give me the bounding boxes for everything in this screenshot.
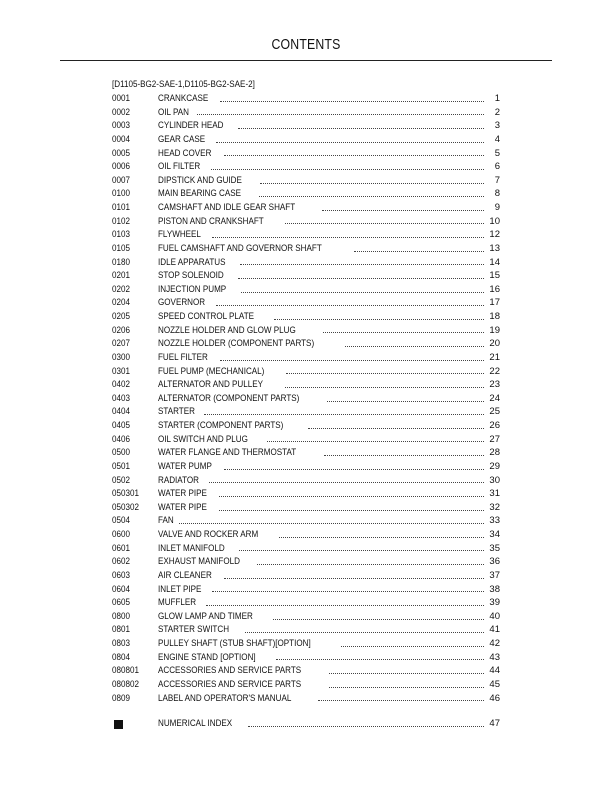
entry-label: INJECTION PUMP	[158, 283, 229, 297]
toc-entry[interactable]	[112, 215, 500, 229]
entry-code: 0504	[112, 515, 130, 527]
toc-entry[interactable]	[112, 337, 500, 351]
toc-entry[interactable]	[112, 310, 500, 324]
entry-page: 40	[489, 610, 500, 622]
entry-code: 0603	[112, 569, 130, 581]
entry-code: 0004	[112, 133, 130, 145]
entry-code: 0801	[112, 624, 130, 636]
entry-code: 0500	[112, 447, 130, 459]
entry-page: 22	[489, 365, 500, 377]
title-divider	[60, 60, 552, 61]
dot-leader	[341, 645, 484, 647]
dot-leader	[220, 359, 484, 361]
entry-label: OIL SWITCH AND PLUG	[158, 433, 250, 447]
entry-code: 0207	[112, 338, 130, 350]
entry-label: AIR CLEANER	[158, 569, 214, 583]
entry-page: 26	[489, 420, 500, 431]
entry-label: FAN	[158, 514, 176, 528]
entry-code: 0005	[112, 147, 130, 159]
entry-code: 0002	[112, 106, 130, 118]
toc-entry[interactable]	[112, 228, 500, 242]
entry-page: 3	[494, 120, 500, 132]
dot-leader	[286, 372, 484, 374]
entry-code: 0300	[112, 351, 130, 363]
entry-label: GOVERNOR	[158, 296, 208, 310]
entry-label: STARTER	[158, 405, 197, 419]
dot-leader	[179, 522, 484, 524]
entry-code: 0205	[112, 311, 130, 322]
entry-page: 38	[489, 583, 500, 595]
entry-page: 43	[489, 651, 500, 663]
dot-leader	[224, 154, 484, 156]
entry-page: 35	[489, 542, 500, 554]
toc-entry[interactable]	[112, 460, 500, 474]
entry-page: 15	[489, 270, 500, 282]
entry-label: WATER PIPE	[158, 501, 209, 515]
entry-page: 31	[489, 488, 500, 500]
entry-page: 8	[494, 188, 500, 200]
entry-code: 0206	[112, 324, 130, 336]
entry-page: 13	[489, 242, 500, 254]
toc-entry[interactable]	[112, 119, 500, 133]
entry-label: ENGINE STAND [OPTION]	[158, 651, 258, 665]
entry-code: 0403	[112, 392, 130, 404]
entry-code: 0803	[112, 638, 130, 649]
toc-entry[interactable]	[112, 623, 500, 637]
toc-entry[interactable]	[112, 637, 500, 651]
entry-label: VALVE AND ROCKER ARM	[158, 528, 261, 542]
entry-label: CYLINDER HEAD	[158, 119, 226, 133]
entry-page: 6	[494, 161, 500, 173]
dot-leader	[224, 468, 484, 470]
entry-page: 9	[494, 202, 500, 213]
entry-page: 45	[489, 678, 500, 690]
entry-label: FUEL CAMSHAFT AND GOVERNOR SHAFT	[158, 242, 324, 256]
entry-label: WATER PIPE	[158, 487, 209, 501]
entry-page: 10	[489, 215, 500, 227]
model-list: [D1105-BG2-SAE-1,D1105-BG2-SAE-2]	[112, 79, 255, 90]
dot-leader	[245, 631, 484, 633]
dot-leader	[285, 386, 484, 388]
entry-page: 21	[489, 351, 500, 363]
toc-entry[interactable]	[112, 187, 500, 201]
entry-code: 0001	[112, 93, 130, 104]
entry-label: MUFFLER	[158, 596, 199, 610]
entry-label: STARTER (COMPONENT PARTS)	[158, 419, 286, 433]
entry-page: 16	[489, 283, 500, 295]
entry-label: CAMSHAFT AND IDLE GEAR SHAFT	[158, 201, 298, 215]
dot-leader	[238, 277, 484, 279]
entry-code: 0102	[112, 215, 130, 227]
dot-leader	[241, 291, 484, 293]
toc-entry[interactable]	[112, 501, 500, 515]
entry-page: 5	[494, 147, 500, 159]
dot-leader	[274, 318, 484, 320]
dot-leader	[322, 209, 484, 211]
dot-leader	[219, 509, 484, 511]
entry-page: 32	[489, 501, 500, 513]
dot-leader	[276, 658, 484, 660]
entry-code: 0604	[112, 583, 130, 595]
entry-label: MAIN BEARING CASE	[158, 187, 244, 201]
entry-page: 33	[489, 515, 500, 527]
dot-leader	[327, 400, 484, 402]
entry-label: ACCESSORIES AND SERVICE PARTS	[158, 678, 304, 692]
entry-label: INLET MANIFOLD	[158, 542, 227, 556]
entry-code: 0100	[112, 188, 130, 200]
dot-leader	[238, 127, 484, 129]
dot-leader	[279, 536, 484, 538]
toc-entry[interactable]	[112, 487, 500, 501]
entry-code: 0003	[112, 120, 130, 132]
entry-label: PISTON AND CRANKSHAFT	[158, 215, 266, 229]
dot-leader	[216, 304, 484, 306]
entry-label: OIL PAN	[158, 106, 192, 120]
entry-page: 37	[489, 569, 500, 581]
toc-entry[interactable]	[112, 664, 500, 678]
entry-page: 18	[489, 311, 500, 322]
entry-label: LABEL AND OPERATOR'S MANUAL	[158, 692, 294, 706]
toc-entry[interactable]	[112, 174, 500, 188]
entry-label: PULLEY SHAFT (STUB SHAFT)[OPTION]	[158, 637, 313, 651]
dot-leader	[257, 563, 484, 565]
entry-code: 0605	[112, 597, 130, 609]
toc-entry[interactable]	[112, 474, 500, 488]
entry-label: NUMERICAL INDEX	[158, 717, 235, 731]
toc-entry[interactable]	[112, 542, 500, 556]
entry-label: OIL FILTER	[158, 160, 203, 174]
toc-entry[interactable]	[112, 419, 500, 433]
entry-page: 44	[489, 665, 500, 677]
toc-entry[interactable]	[112, 133, 500, 147]
toc-entry[interactable]	[112, 242, 500, 256]
dot-leader	[329, 672, 484, 674]
toc-entry[interactable]	[112, 324, 500, 338]
entry-label: HEAD COVER	[158, 147, 214, 161]
dot-leader	[211, 168, 484, 170]
entry-code: 0201	[112, 270, 130, 282]
entry-label: CRANKCASE	[158, 92, 211, 106]
toc-entry[interactable]	[112, 269, 500, 283]
entry-code: 0007	[112, 174, 130, 186]
entry-page: 2	[494, 106, 500, 118]
entry-code: 0006	[112, 161, 130, 173]
dot-leader	[273, 618, 484, 620]
entry-label: FUEL FILTER	[158, 351, 210, 365]
entry-label: ACCESSORIES AND SERVICE PARTS	[158, 664, 304, 678]
toc-entry[interactable]	[112, 378, 500, 392]
dot-leader	[354, 250, 484, 252]
dot-leader	[260, 182, 484, 184]
entry-label: FLYWHEEL	[158, 228, 203, 242]
entry-code: 0502	[112, 474, 130, 486]
dot-leader	[209, 481, 484, 483]
entry-page: 19	[489, 324, 500, 336]
toc-entry[interactable]	[112, 692, 500, 706]
dot-leader	[267, 440, 484, 442]
toc-entry[interactable]	[112, 201, 500, 215]
entry-page: 30	[489, 474, 500, 486]
entry-code: 080801	[112, 665, 139, 677]
entry-code: 0402	[112, 379, 130, 391]
dot-leader	[308, 427, 484, 429]
toc-entry[interactable]	[112, 569, 500, 583]
table-of-contents	[112, 92, 500, 731]
entry-code: 0601	[112, 542, 130, 554]
entry-page: 12	[489, 229, 500, 241]
toc-entry[interactable]	[112, 405, 500, 419]
entry-label: RADIATOR	[158, 474, 202, 488]
dot-leader	[259, 195, 484, 197]
dot-leader	[212, 590, 484, 592]
entry-code: 0105	[112, 242, 130, 254]
entry-label: NOZZLE HOLDER AND GLOW PLUG	[158, 324, 298, 338]
dot-leader	[323, 331, 484, 333]
entry-code: 0406	[112, 433, 130, 445]
entry-label: ALTERNATOR AND PULLEY	[158, 378, 266, 392]
toc-entry[interactable]	[112, 351, 500, 365]
toc-entry[interactable]	[112, 256, 500, 270]
entry-code: 0804	[112, 651, 130, 663]
entry-label: SPEED CONTROL PLATE	[158, 310, 257, 324]
entry-label: EXHAUST MANIFOLD	[158, 555, 243, 569]
entry-code: 0405	[112, 420, 130, 431]
dot-leader	[212, 236, 484, 238]
entry-label: STOP SOLENOID	[158, 269, 226, 283]
entry-page: 20	[489, 338, 500, 350]
entry-page: 28	[489, 447, 500, 459]
entry-page: 17	[489, 297, 500, 309]
entry-code: 080802	[112, 678, 139, 690]
entry-label: IDLE APPARATUS	[158, 256, 228, 270]
entry-code: 0202	[112, 283, 130, 295]
toc-entry[interactable]	[112, 446, 500, 460]
dot-leader	[240, 263, 484, 265]
entry-code: 0809	[112, 692, 130, 704]
toc-entry[interactable]	[112, 160, 500, 174]
entry-page: 24	[489, 392, 500, 404]
dot-leader	[318, 699, 484, 701]
entry-label: STARTER SWITCH	[158, 623, 232, 637]
entry-page: 39	[489, 597, 500, 609]
entry-page: 27	[489, 433, 500, 445]
toc-entry-numerical-index[interactable]	[112, 717, 500, 731]
entry-code: 0501	[112, 460, 130, 472]
dot-leader	[206, 604, 484, 606]
entry-code: 0101	[112, 202, 130, 213]
entry-label: FUEL PUMP (MECHANICAL)	[158, 365, 267, 379]
entry-label: GLOW LAMP AND TIMER	[158, 610, 255, 624]
entry-label: ALTERNATOR (COMPONENT PARTS)	[158, 392, 302, 406]
section-gap	[112, 705, 500, 717]
toc-entry[interactable]	[112, 610, 500, 624]
entry-page: 14	[489, 256, 500, 268]
toc-entry[interactable]	[112, 514, 500, 528]
entry-label: INLET PIPE	[158, 583, 204, 597]
entry-code: 0404	[112, 406, 130, 418]
toc-entry[interactable]	[112, 392, 500, 406]
entry-page: 4	[494, 133, 500, 145]
entry-label: NOZZLE HOLDER (COMPONENT PARTS)	[158, 337, 317, 351]
entry-page: 23	[489, 379, 500, 391]
entry-label: WATER PUMP	[158, 460, 214, 474]
entry-code: 0301	[112, 365, 130, 377]
toc-entry[interactable]	[112, 296, 500, 310]
dot-leader	[248, 725, 484, 727]
toc-entry[interactable]	[112, 283, 500, 297]
dot-leader	[285, 222, 484, 224]
entry-code: 0800	[112, 610, 130, 622]
dot-leader	[204, 413, 484, 415]
toc-entry[interactable]	[112, 147, 500, 161]
toc-entry[interactable]	[112, 583, 500, 597]
entry-label: WATER FLANGE AND THERMOSTAT	[158, 446, 299, 460]
toc-entry[interactable]	[112, 433, 500, 447]
entry-code: 0204	[112, 297, 130, 309]
entry-page: 36	[489, 556, 500, 568]
entry-page: 41	[489, 624, 500, 636]
entry-page: 7	[494, 174, 500, 186]
entry-code: 0602	[112, 556, 130, 568]
page-title: CONTENTS	[271, 36, 341, 53]
entry-label: DIPSTICK AND GUIDE	[158, 174, 244, 188]
entry-page: 34	[489, 529, 500, 540]
toc-entry[interactable]	[112, 106, 500, 120]
entry-page: 42	[489, 638, 500, 649]
entry-page: 29	[489, 460, 500, 472]
toc-entry[interactable]	[112, 528, 500, 542]
dot-leader	[219, 495, 484, 497]
dot-leader	[345, 345, 484, 347]
toc-entry[interactable]	[112, 365, 500, 379]
entry-page: 47	[489, 718, 500, 730]
toc-entry[interactable]	[112, 651, 500, 665]
entry-page: 1	[494, 93, 500, 104]
entry-code: 0180	[112, 256, 130, 268]
entry-page: 25	[489, 406, 500, 418]
dot-leader	[197, 113, 484, 115]
dot-leader	[220, 100, 484, 102]
entry-code: 050302	[112, 501, 139, 513]
dot-leader	[224, 577, 484, 579]
entry-code: 050301	[112, 488, 139, 500]
entry-code: 0600	[112, 529, 130, 540]
toc-entry[interactable]	[112, 92, 500, 106]
entry-page: 46	[489, 692, 500, 704]
toc-entry[interactable]	[112, 555, 500, 569]
black-square-icon	[114, 720, 123, 729]
dot-leader	[239, 549, 484, 551]
dot-leader	[216, 141, 484, 143]
toc-entry[interactable]	[112, 678, 500, 692]
dot-leader	[324, 454, 484, 456]
dot-leader	[329, 686, 484, 688]
entry-label: GEAR CASE	[158, 133, 208, 147]
toc-entry[interactable]	[112, 596, 500, 610]
entry-code: 0103	[112, 229, 130, 241]
